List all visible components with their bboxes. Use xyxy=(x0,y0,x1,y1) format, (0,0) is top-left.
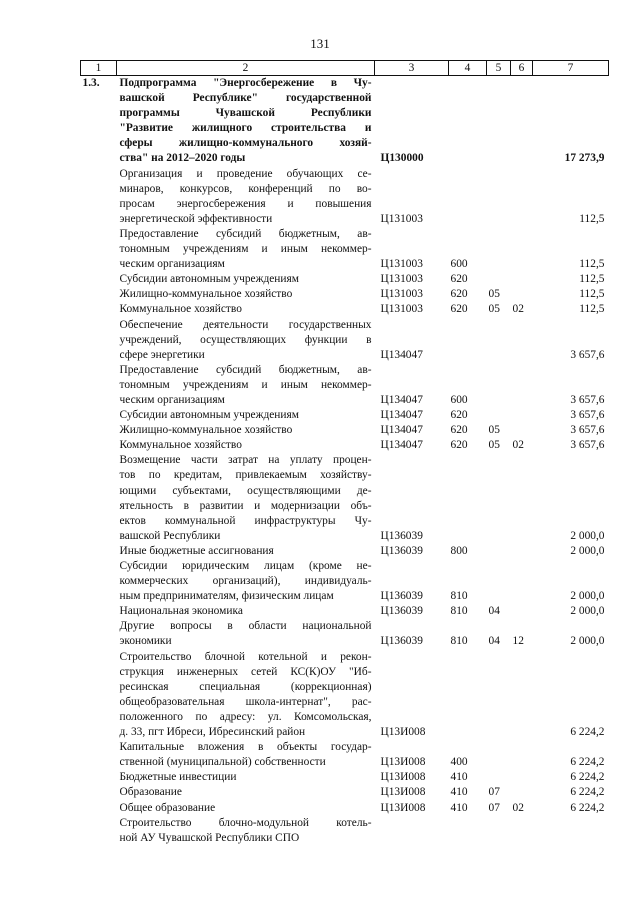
subsection-code xyxy=(511,167,533,227)
column-header: 2 xyxy=(117,61,375,76)
subsection-code xyxy=(511,272,533,287)
row-number xyxy=(81,363,117,408)
target-article-code: Ц130000 xyxy=(380,152,424,165)
amount-value: 17 273,9 xyxy=(564,152,605,165)
table-row xyxy=(81,287,609,302)
amount-value: 6 224,2 xyxy=(570,771,605,784)
row-number xyxy=(81,287,117,302)
expense-type-code: 620 xyxy=(450,424,468,437)
item-name-line: Организация и проведение обучающих се- xyxy=(119,167,372,180)
item-name-line: ной АУ Чувашской Республики СПО xyxy=(119,831,300,844)
section-code: 05 xyxy=(488,303,500,316)
table-row xyxy=(81,227,609,272)
row-number xyxy=(81,619,117,649)
amount-value: 3 657,6 xyxy=(570,409,605,422)
item-name-line: Предоставление субсидий бюджетным, ав- xyxy=(119,363,372,376)
row-number xyxy=(81,302,117,317)
item-name-line: Капитальные вложения в объекты государ- xyxy=(119,741,372,754)
expense-type-code: 600 xyxy=(450,258,468,271)
target-article-code: Ц134047 xyxy=(380,409,423,422)
table-row xyxy=(81,318,609,363)
row-number xyxy=(81,227,117,272)
target-article-code: Ц13И008 xyxy=(380,801,426,814)
amount-value: 2 000,0 xyxy=(570,605,605,618)
amount-value: 3 657,6 xyxy=(570,439,605,452)
row-number xyxy=(81,453,117,544)
budget-table xyxy=(80,60,609,846)
item-name-line: сферы жилищно-коммунального хозяй- xyxy=(119,137,372,150)
target-article-code: Ц131003 xyxy=(380,212,423,225)
item-name-line: Субсидии автономным учреждениям xyxy=(119,409,299,422)
row-number xyxy=(81,272,117,287)
column-header: 1 xyxy=(81,61,117,76)
table-row xyxy=(81,650,609,741)
target-article-code: Ц13И008 xyxy=(380,771,426,784)
item-name-line: Коммунальное хозяйство xyxy=(119,439,242,452)
item-name-line: общеобразовательная школа-интернат", рас- xyxy=(119,695,372,708)
item-name-line: ющими субъектами, осуществляющими де- xyxy=(119,484,372,497)
item-name xyxy=(117,453,375,544)
item-name-line: ятельность в развитии и модернизации объ- xyxy=(119,499,372,512)
section-code: 04 xyxy=(488,605,500,618)
table-row xyxy=(81,167,609,227)
item-name-line: ческим организациям xyxy=(119,393,225,406)
row-number xyxy=(81,438,117,453)
table-row xyxy=(81,604,609,619)
table-row xyxy=(81,408,609,423)
subsection-code xyxy=(511,423,533,438)
section-code xyxy=(487,318,511,363)
amount-value: 6 224,2 xyxy=(570,726,605,739)
item-name xyxy=(117,544,375,559)
expense-type-code: 620 xyxy=(450,409,468,422)
amount-value: 3 657,6 xyxy=(570,348,605,361)
table-row xyxy=(81,453,609,544)
table-row xyxy=(81,76,609,167)
subsection-code xyxy=(511,287,533,302)
table-row xyxy=(81,801,609,816)
table-row xyxy=(81,544,609,559)
section-code: 07 xyxy=(488,786,500,799)
section-code xyxy=(487,227,511,272)
section-code: 04 xyxy=(488,635,500,648)
expense-type-code: 410 xyxy=(450,771,468,784)
item-name-line: струкция инженерных сетей КС(К)ОУ "Иб- xyxy=(119,665,372,678)
column-header: 4 xyxy=(449,61,487,76)
row-number xyxy=(81,650,117,741)
row-number xyxy=(81,604,117,619)
target-article-code: Ц13И008 xyxy=(380,786,426,799)
section-code xyxy=(487,363,511,408)
column-header: 5 xyxy=(487,61,511,76)
row-number xyxy=(81,423,117,438)
amount-value: 112,5 xyxy=(579,212,605,225)
expense-type-code: 810 xyxy=(450,605,468,618)
subsection-code: 12 xyxy=(512,635,524,648)
item-name-line: Субсидии юридическим лицам (кроме не- xyxy=(119,560,372,572)
item-name xyxy=(117,408,375,423)
subsection-code xyxy=(511,816,533,846)
expense-type-code: 620 xyxy=(450,273,468,286)
expense-type-code: 810 xyxy=(450,635,468,648)
subsection-code xyxy=(511,770,533,785)
item-name-line: положенного по адресу: ул. Комсомольская, xyxy=(119,710,372,723)
column-header: 6 xyxy=(511,61,533,76)
amount-value: 3 657,6 xyxy=(570,393,605,406)
item-name-line: программы Чувашской Республики xyxy=(119,107,372,120)
amount-value: 112,5 xyxy=(579,273,605,286)
table-body xyxy=(81,76,609,846)
expense-type-code xyxy=(449,650,487,741)
item-name-line: Строительство блочной котельной и рекон- xyxy=(119,650,372,663)
item-name xyxy=(117,318,375,363)
item-name-line: коммерческих организаций), индивидуаль- xyxy=(119,575,372,588)
table-row xyxy=(81,816,609,846)
section-code xyxy=(487,453,511,544)
target-article-code: Ц13И008 xyxy=(380,726,426,739)
section-code xyxy=(487,770,511,785)
item-name-line: Иные бюджетные ассигнования xyxy=(119,544,274,557)
item-name-line: вашской Республике" государственной xyxy=(119,92,372,105)
target-article-code: Ц134047 xyxy=(380,424,423,437)
amount-value: 112,5 xyxy=(579,258,605,271)
row-number xyxy=(81,801,117,816)
item-name-line: Подпрограмма "Энергосбережение в Чу- xyxy=(119,77,372,89)
expense-type-code xyxy=(449,816,487,846)
section-code: 05 xyxy=(488,288,500,301)
table-header xyxy=(81,61,609,76)
column-header: 3 xyxy=(375,61,449,76)
item-name-line: просам энергосбережения и повышения xyxy=(119,197,372,210)
table-row xyxy=(81,619,609,649)
item-name xyxy=(117,167,375,227)
amount-value: 2 000,0 xyxy=(570,590,605,603)
subsection-code xyxy=(511,76,533,167)
subsection-code xyxy=(511,785,533,800)
expense-type-code: 620 xyxy=(450,439,468,452)
target-article-code: Ц134047 xyxy=(380,393,423,406)
item-name-line: тов по кредитам, привлекаемым хозяйству- xyxy=(119,469,372,482)
subsection-code xyxy=(511,453,533,544)
item-name-line: Образование xyxy=(119,786,182,799)
amount-value: 2 000,0 xyxy=(570,529,605,542)
item-name xyxy=(117,770,375,785)
expense-type-code: 620 xyxy=(450,288,468,301)
item-name-line: сфере энергетики xyxy=(119,348,205,361)
item-name-line: ным предпринимателям, физическим лицам xyxy=(119,590,334,603)
item-name-line: ства" на 2012–2020 годы xyxy=(119,152,246,165)
item-name xyxy=(117,438,375,453)
target-article-code: Ц136039 xyxy=(380,635,423,648)
item-name-line: Другие вопросы в области национальной xyxy=(119,620,372,633)
item-name-line: Возмещение части затрат на уплату процен- xyxy=(119,454,372,467)
target-article-code: Ц136039 xyxy=(380,590,423,603)
subsection-code: 02 xyxy=(512,439,524,452)
item-name xyxy=(117,363,375,408)
item-name xyxy=(117,801,375,816)
item-name xyxy=(117,816,375,846)
item-name xyxy=(117,650,375,741)
item-name xyxy=(117,302,375,317)
row-number xyxy=(81,544,117,559)
expense-type-code xyxy=(449,318,487,363)
subsection-code xyxy=(511,604,533,619)
target-article-code: Ц131003 xyxy=(380,303,423,316)
table-row xyxy=(81,423,609,438)
section-code xyxy=(487,559,511,604)
item-name-line: Коммунальное хозяйство xyxy=(119,303,242,316)
section-code xyxy=(487,544,511,559)
target-article-code: Ц131003 xyxy=(380,258,423,271)
item-name-line: энергетической эффективности xyxy=(119,212,273,225)
item-name xyxy=(117,272,375,287)
expense-type-code: 620 xyxy=(450,303,468,316)
item-name xyxy=(117,423,375,438)
row-number xyxy=(81,408,117,423)
row-number xyxy=(81,770,117,785)
table-row xyxy=(81,559,609,604)
item-name xyxy=(117,785,375,800)
amount-value: 2 000,0 xyxy=(570,544,605,557)
item-name-line: Предоставление субсидий бюджетным, ав- xyxy=(119,227,372,240)
subsection-code xyxy=(511,227,533,272)
target-article-code xyxy=(375,816,449,846)
item-name-line: ектов коммунальной инфраструктуры Чу- xyxy=(119,514,372,527)
target-article-code: Ц136039 xyxy=(380,605,423,618)
item-name-line: Субсидии автономным учреждениям xyxy=(119,273,299,286)
amount-value: 6 224,2 xyxy=(570,801,605,814)
amount-value: 6 224,2 xyxy=(570,786,605,799)
table-row xyxy=(81,785,609,800)
target-article-code: Ц134047 xyxy=(380,348,423,361)
expense-type-code xyxy=(449,167,487,227)
amount-value: 6 224,2 xyxy=(570,756,605,769)
section-code xyxy=(487,650,511,741)
target-article-code: Ц136039 xyxy=(380,544,423,557)
row-number xyxy=(81,318,117,363)
item-name xyxy=(117,287,375,302)
item-name-line: учреждений, осуществляющих функции в xyxy=(119,333,372,346)
item-name-line: Национальная экономика xyxy=(119,605,243,618)
item-name-line: д. 33, пгт Ибреси, Ибресинский район xyxy=(119,726,306,739)
amount-value: 112,5 xyxy=(579,288,605,301)
item-name xyxy=(117,559,375,604)
row-number xyxy=(81,816,117,846)
section-code xyxy=(487,76,511,167)
section-code: 05 xyxy=(488,424,500,437)
row-number xyxy=(81,559,117,604)
subsection-code: 02 xyxy=(512,303,524,316)
item-name-line: Общее образование xyxy=(119,801,216,814)
item-name-line: ственной (муниципальной) собственности xyxy=(119,756,326,769)
expense-type-code: 600 xyxy=(450,393,468,406)
amount-value xyxy=(533,816,609,846)
expense-type-code xyxy=(449,453,487,544)
item-name-line: Обеспечение деятельности государственных xyxy=(119,318,372,331)
row-number xyxy=(81,740,117,770)
subsection-code xyxy=(511,740,533,770)
item-name-line: ресинская специальная (коррекционная) xyxy=(119,680,372,693)
item-name-line: Бюджетные инвестиции xyxy=(119,771,237,784)
item-name xyxy=(117,76,375,167)
amount-value: 2 000,0 xyxy=(570,635,605,648)
row-number: 1.3. xyxy=(82,77,100,89)
subsection-code: 02 xyxy=(512,801,524,814)
table-row xyxy=(81,272,609,287)
subsection-code xyxy=(511,408,533,423)
target-article-code: Ц13И008 xyxy=(380,756,426,769)
section-code: 07 xyxy=(488,801,500,814)
row-number xyxy=(81,785,117,800)
item-name xyxy=(117,740,375,770)
item-name-line: Жилищно-коммунальное хозяйство xyxy=(119,424,293,437)
expense-type-code xyxy=(449,76,487,167)
subsection-code xyxy=(511,544,533,559)
item-name xyxy=(117,227,375,272)
section-code xyxy=(487,272,511,287)
amount-value: 112,5 xyxy=(579,303,605,316)
section-code xyxy=(487,408,511,423)
item-name-line: тономным учреждениям и иным некоммер- xyxy=(119,243,372,256)
item-name-line: экономики xyxy=(119,635,172,648)
expense-type-code: 800 xyxy=(450,544,468,557)
table-row xyxy=(81,302,609,317)
page-number: 131 xyxy=(310,36,330,51)
item-name-line: Жилищно-коммунальное хозяйство xyxy=(119,288,293,301)
table-row xyxy=(81,770,609,785)
section-code: 05 xyxy=(488,439,500,452)
subsection-code xyxy=(511,559,533,604)
item-name xyxy=(117,619,375,649)
section-code xyxy=(487,167,511,227)
section-code xyxy=(487,740,511,770)
table-row xyxy=(81,740,609,770)
target-article-code: Ц131003 xyxy=(380,288,423,301)
row-number xyxy=(81,167,117,227)
item-name-line: тономным учреждениям и иным некоммер- xyxy=(119,378,372,391)
expense-type-code: 810 xyxy=(450,590,468,603)
expense-type-code: 400 xyxy=(450,756,468,769)
expense-type-code: 410 xyxy=(450,786,468,799)
column-header: 7 xyxy=(533,61,609,76)
item-name-line: ческим организациям xyxy=(119,258,225,271)
subsection-code xyxy=(511,650,533,741)
amount-value: 3 657,6 xyxy=(570,424,605,437)
target-article-code: Ц131003 xyxy=(380,273,423,286)
subsection-code xyxy=(511,318,533,363)
target-article-code: Ц136039 xyxy=(380,529,423,542)
item-name-line: вашской Республики xyxy=(119,529,221,542)
item-name xyxy=(117,604,375,619)
item-name-line: минаров, конкурсов, конференций по во- xyxy=(119,182,372,195)
subsection-code xyxy=(511,363,533,408)
item-name-line: "Развитие жилищного строительства и xyxy=(119,122,372,135)
section-code xyxy=(487,816,511,846)
table-row xyxy=(81,438,609,453)
expense-type-code: 410 xyxy=(450,801,468,814)
table-row xyxy=(81,363,609,408)
target-article-code: Ц134047 xyxy=(380,439,423,452)
item-name-line: Строительство блочно-модульной котель- xyxy=(119,816,372,829)
